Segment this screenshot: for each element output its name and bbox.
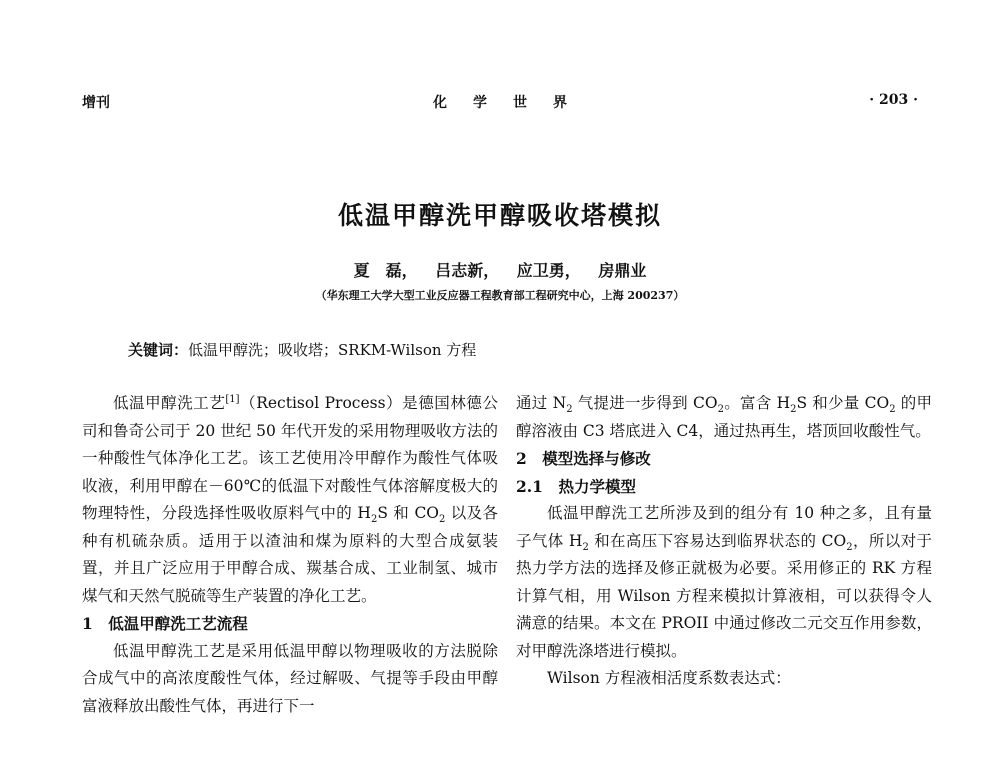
paragraph: 低温甲醇洗工艺[1]（Rectisol Process）是德国林德公司和鲁奇公司于 20 世纪 50 年代开发的采用物理吸收方法的一种酸性气体净化工艺。该工艺使用冷甲醇作为酸性气体吸收液，利用甲醇在－60℃的低温下对酸性气体溶解度极大的物理特性，分段选择性吸收原料气中的 $H_2S$ 和 $CO_2$ 以及各种有机硫杂质。适用于以渣油和煤为原料的大型合成氨装置，并且广泛应用于甲醇合成、羰基合成、工业制氢、城市煤气和天然气脱硫等生产装置的净化工艺。 bbox=[82, 393, 498, 605]
keywords bbox=[128, 339, 476, 360]
paragraph: 通过 $N_2$ 气提进一步得到 $CO_2$。富含 $H_2S$ 和少量 $CO_2$ 的甲醇溶液由 C3 塔底进入 C4，通过热再生，塔顶回收酸性气。 bbox=[516, 394, 932, 440]
paragraph: 低温甲醇洗工艺所涉及到的组分有 10 种之多，且有量子气体 $H_2$ 和在高压下容易达到临界状态的 $CO_2$，所以对于热力学方法的选择及修正就极为必要。采用修正的 RK 方程计算气相，用 Wilson 方程来模拟计算液相，可以获得令人满意的结果。本文在 PROII 中通过修改二元交互作用参数，对甲醇洗涤塔进行模拟。 bbox=[516, 504, 932, 660]
paragraph: Wilson 方程液相活度系数表达式： bbox=[547, 669, 791, 687]
affiliation: （华东理工大学大型工业反应器工程教育部工程研究中心，上海 200237） bbox=[315, 289, 685, 302]
author-name: 房鼎业 bbox=[598, 261, 647, 280]
section-heading: 1 低温甲醇洗工艺流程 bbox=[82, 614, 248, 633]
author-name: 吕志新， bbox=[435, 261, 500, 280]
subsection-heading: 2.1 热力学模型 bbox=[516, 476, 636, 496]
right-column bbox=[516, 390, 932, 693]
header-supplement-label: 增刊 bbox=[82, 95, 110, 111]
author-list bbox=[0, 258, 1000, 281]
header-journal-name: 化学世界 bbox=[433, 95, 593, 111]
section-heading: 2 模型选择与修改 bbox=[516, 449, 651, 468]
citation-ref: [1] bbox=[225, 393, 240, 405]
keywords-text: 低温甲醇洗；吸收塔；SRKM-Wilson 方程 bbox=[188, 341, 477, 359]
header-page-number: · 203 · bbox=[869, 92, 918, 108]
author-name: 夏 磊， bbox=[353, 261, 418, 280]
paper-title: 低温甲醇洗甲醇吸收塔模拟 bbox=[337, 201, 662, 230]
left-column bbox=[82, 390, 498, 720]
author-name: 应卫勇， bbox=[516, 261, 581, 280]
paragraph: 低温甲醇洗工艺是采用低温甲醇以物理吸收的方法脱除合成气中的高浓度酸性气体，经过解吸、气提等手段由甲醇富液释放出酸性气体，再进行下一 bbox=[82, 641, 498, 715]
running-header bbox=[82, 92, 918, 114]
keywords-label: 关键词： bbox=[128, 341, 189, 359]
